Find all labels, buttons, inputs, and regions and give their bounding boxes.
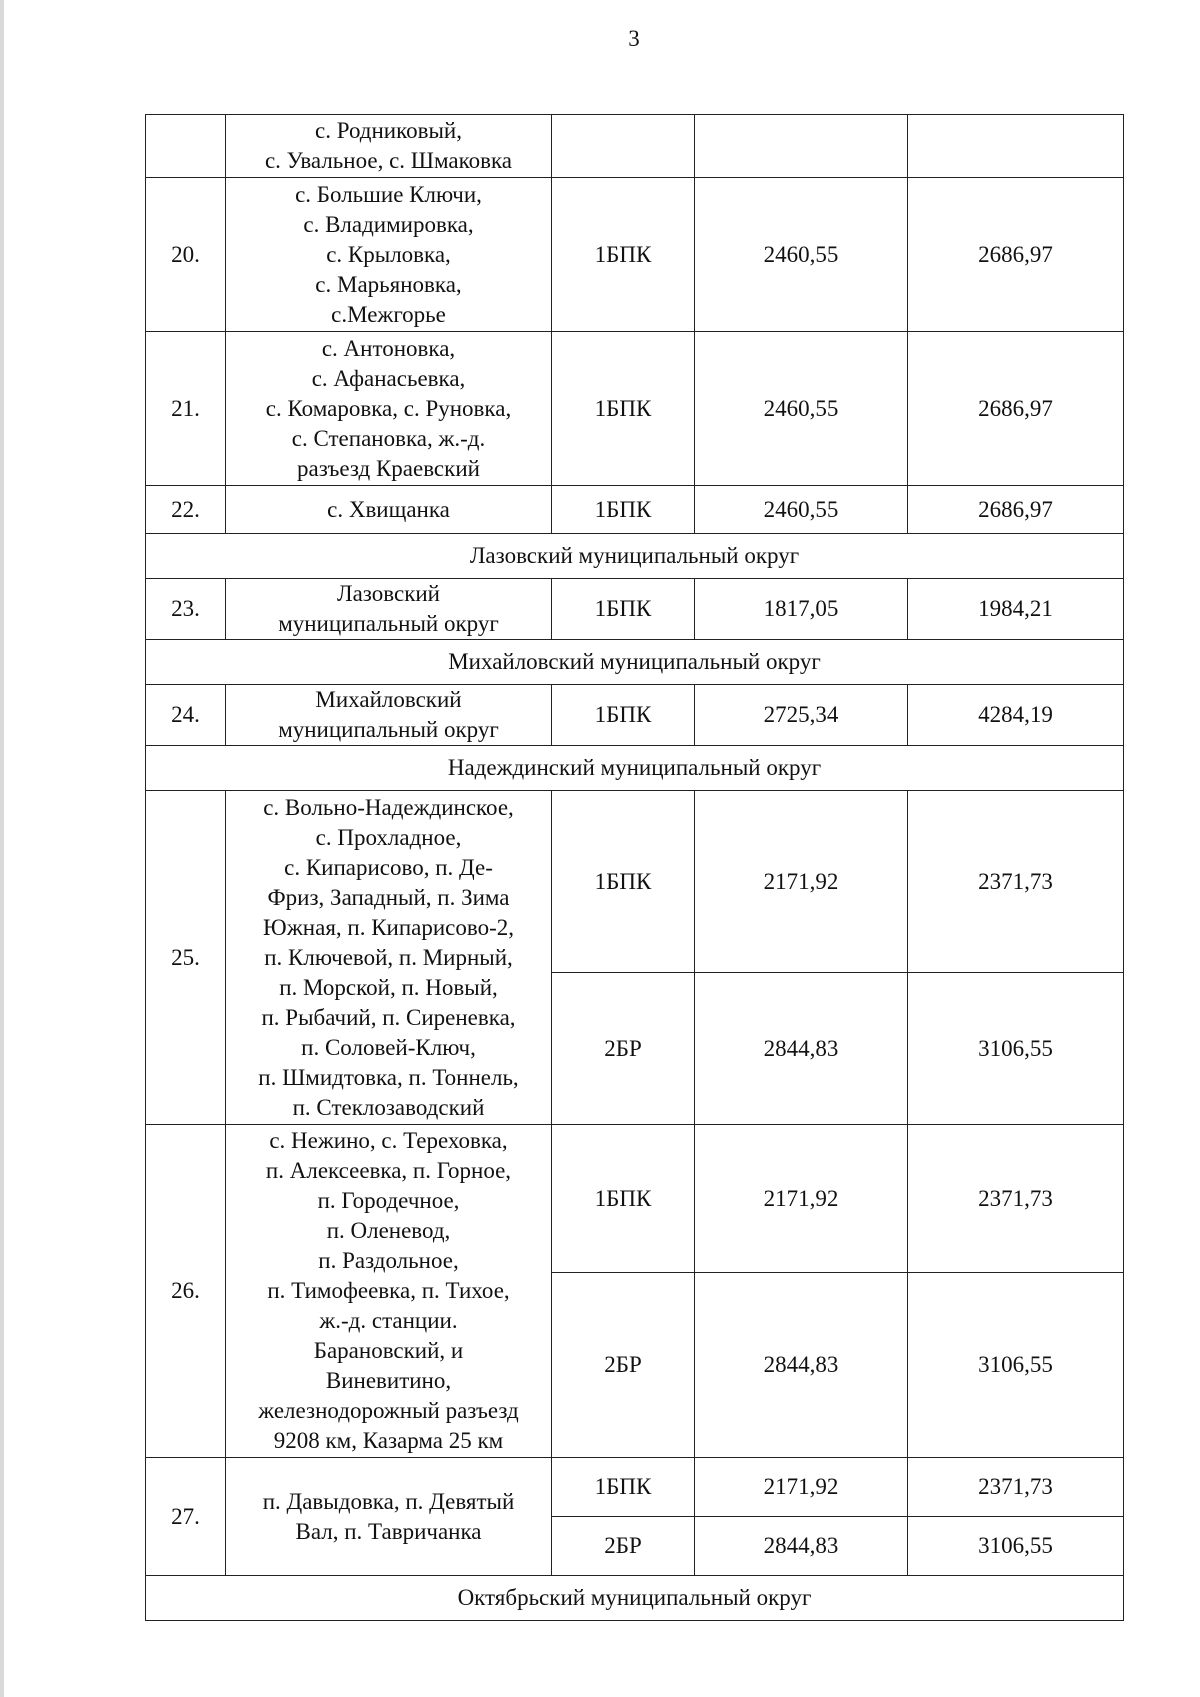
value-2: 2371,73: [908, 791, 1124, 973]
settlement-line: разъезд Краевский: [297, 455, 480, 481]
fire-class: 1БПК: [552, 1458, 695, 1517]
table-row: [146, 791, 1124, 973]
value-1: 2844,83: [695, 1273, 908, 1458]
settlement-line: Южная, п. Кипарисово-2,: [262, 914, 514, 940]
value-2: 3106,55: [908, 1273, 1124, 1458]
value-2: 2686,97: [908, 178, 1124, 332]
row-number: 27.: [146, 1458, 226, 1576]
settlement-line: с. Афанасьевка,: [311, 365, 466, 391]
section-row: [146, 1576, 1124, 1621]
table-row: [146, 115, 1124, 178]
settlement-line: с. Владимировка,: [303, 211, 474, 237]
settlement-line: Фриз, Западный, п. Зима: [267, 884, 510, 910]
section-row: [146, 534, 1124, 579]
table-row: [146, 1458, 1124, 1517]
settlement-line: Михайловский: [315, 687, 462, 712]
fire-class: 1БПК: [552, 579, 695, 640]
row-number: 23.: [146, 579, 226, 640]
settlement-list: [226, 579, 552, 640]
settlement-line: с. Прохладное,: [315, 824, 462, 850]
settlement-line: Вал, п. Тавричанка: [295, 1518, 482, 1544]
settlement-line: с. Кипарисово, п. Де-: [284, 854, 493, 880]
settlement-list: [226, 178, 552, 332]
settlement-line: с. Комаровка, с. Руновка,: [265, 395, 512, 421]
value-2: 2371,73: [908, 1458, 1124, 1517]
section-title: Октябрьский муниципальный округ: [146, 1576, 1124, 1621]
row-number: 21.: [146, 332, 226, 486]
settlement-list: [226, 115, 552, 178]
settlement-line: муниципальный округ: [278, 717, 499, 742]
table-row: [146, 486, 1124, 534]
row-number: 26.: [146, 1125, 226, 1458]
value-2: [908, 115, 1124, 178]
value-2: 2686,97: [908, 332, 1124, 486]
value-1: 2460,55: [695, 178, 908, 332]
value-2: 2686,97: [908, 486, 1124, 534]
settlement-line: железнодорожный разъезд: [258, 1398, 519, 1423]
settlement-line: п. Морской, п. Новый,: [279, 974, 498, 1000]
row-number: [146, 115, 226, 178]
fire-class: 1БПК: [552, 486, 695, 534]
value-1: [695, 115, 908, 178]
table-row: [146, 579, 1124, 640]
section-title: Лазовский муниципальный округ: [146, 534, 1124, 579]
value-2: 3106,55: [908, 1517, 1124, 1576]
settlement-line: п. Алексеевка, п. Горное,: [265, 1158, 512, 1183]
settlement-line: с.Межгорье: [331, 301, 446, 327]
value-1: 2171,92: [695, 1125, 908, 1273]
settlement-line: п. Соловей-Ключ,: [301, 1034, 476, 1060]
value-2: 2371,73: [908, 1125, 1124, 1273]
table-row: [146, 178, 1124, 332]
value-1: 2171,92: [695, 791, 908, 973]
tariff-table: [145, 114, 1124, 1621]
value-2: 4284,19: [908, 685, 1124, 746]
value-2: 1984,21: [908, 579, 1124, 640]
settlement-line: 9208 км, Казарма 25 км: [273, 1428, 504, 1453]
settlement-line: с. Родниковый,: [315, 118, 462, 143]
settlement-line: с. Хвищанка: [327, 496, 450, 522]
value-1: 2460,55: [695, 486, 908, 534]
settlement-line: п. Раздольное,: [318, 1248, 459, 1273]
settlement-list: [226, 1458, 552, 1576]
section-title: Надеждинский муниципальный округ: [146, 746, 1124, 791]
fire-class: 2БР: [552, 1273, 695, 1458]
settlement-line: с. Крыловка,: [326, 241, 451, 267]
settlement-line: Лазовский: [337, 581, 440, 606]
section-row: [146, 640, 1124, 685]
settlement-line: с. Степановка, ж.-д.: [291, 425, 486, 451]
settlement-line: п. Шмидтовка, п. Тоннель,: [258, 1064, 519, 1090]
table-row: [146, 1125, 1124, 1273]
settlement-list: [226, 791, 552, 1125]
fire-class: 1БПК: [552, 332, 695, 486]
settlement-line: п. Тимофеевка, п. Тихое,: [267, 1278, 510, 1303]
page-number: 3: [628, 26, 640, 51]
settlement-line: муниципальный округ: [278, 611, 499, 636]
table-row: [146, 685, 1124, 746]
settlement-line: ж.-д. станции.: [319, 1308, 458, 1333]
fire-class: 1БПК: [552, 178, 695, 332]
fire-class: 1БПК: [552, 791, 695, 973]
settlement-line: с. Увальное, с. Шмаковка: [264, 148, 513, 173]
settlement-line: п. Оленевод,: [326, 1218, 451, 1243]
value-1: 2844,83: [695, 1517, 908, 1576]
settlement-line: п. Городечное,: [317, 1188, 460, 1213]
tariff-table-body: [146, 115, 1124, 1621]
settlement-line: с. Марьяновка,: [315, 271, 462, 297]
settlement-line: п. Ключевой, п. Мирный,: [264, 944, 513, 970]
settlement-list: [226, 332, 552, 486]
settlement-line: Барановский, и: [313, 1338, 464, 1363]
settlement-line: Виневитино,: [325, 1368, 452, 1393]
row-number: 24.: [146, 685, 226, 746]
settlement-line: с. Нежино, с. Тереховка,: [269, 1128, 508, 1153]
row-number: 25.: [146, 791, 226, 1125]
settlement-line: с. Большие Ключи,: [295, 181, 482, 207]
section-title: Михайловский муниципальный округ: [146, 640, 1124, 685]
table-row: [146, 332, 1124, 486]
settlement-line: с. Вольно-Надеждинское,: [263, 794, 514, 820]
settlement-line: с. Антоновка,: [321, 335, 456, 361]
fire-class: 1БПК: [552, 685, 695, 746]
fire-class: 2БР: [552, 1517, 695, 1576]
settlement-list: [226, 1125, 552, 1458]
scan-edge: [0, 0, 4, 1697]
settlement-line: п. Давыдовка, п. Девятый: [262, 1488, 515, 1514]
value-1: 2844,83: [695, 973, 908, 1125]
value-1: 2460,55: [695, 332, 908, 486]
value-1: 2725,34: [695, 685, 908, 746]
fire-class: 1БПК: [552, 1125, 695, 1273]
fire-class: 2БР: [552, 973, 695, 1125]
row-number: 22.: [146, 486, 226, 534]
settlement-line: п. Рыбачий, п. Сиреневка,: [261, 1004, 516, 1030]
value-1: 1817,05: [695, 579, 908, 640]
fire-class: [552, 115, 695, 178]
value-2: 3106,55: [908, 973, 1124, 1125]
row-number: 20.: [146, 178, 226, 332]
value-1: 2171,92: [695, 1458, 908, 1517]
settlement-list: [226, 685, 552, 746]
settlement-line: п. Стеклозаводский: [292, 1094, 485, 1120]
section-row: [146, 746, 1124, 791]
settlement-list: [226, 486, 552, 534]
